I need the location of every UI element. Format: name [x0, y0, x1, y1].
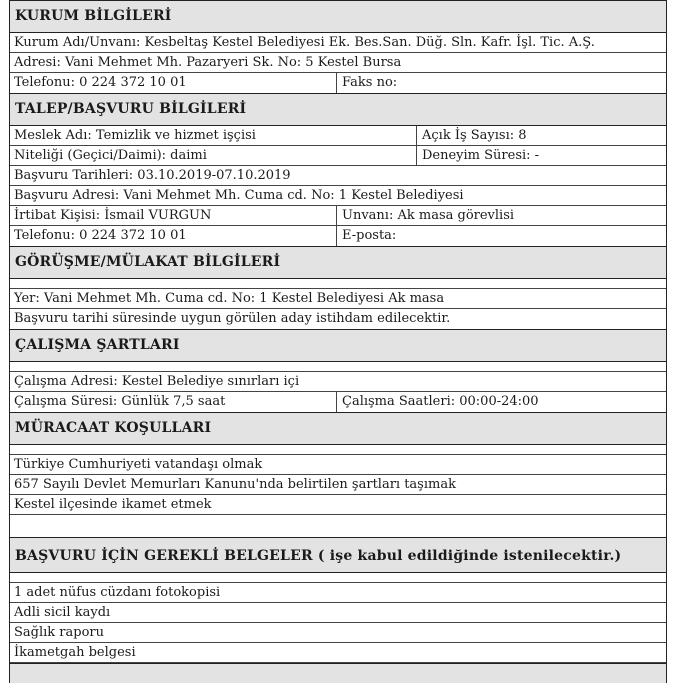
- row-gorusme-yer: [10, 289, 666, 309]
- row-irtibat: [10, 206, 666, 226]
- row-spacer: [10, 362, 666, 372]
- kurum-name: Kurum Adı/Unvanı: Kesbeltaş Kestel Belediyesi Ek. Bes.San. Düğ. Sln. Kafr. İşl. Tic. A.Ş.: [14, 35, 595, 50]
- row-calisma-adres: [10, 372, 666, 392]
- meslek-adi: Meslek Adı: Temizlik ve hizmet işçisi: [14, 128, 256, 143]
- gorusme-not: Başvuru tarihi süresinde uygun görülen aday istihdam edilecektir.: [14, 311, 451, 326]
- calisma-adresi: Çalışma Adresi: Kestel Belediye sınırları içi: [14, 374, 300, 389]
- row-empty: [10, 515, 666, 537]
- section-gorusme-title: GÖRÜŞME/MÜLAKAT BİLGİLERİ: [10, 246, 666, 279]
- list-item: [10, 643, 666, 663]
- row-kurum-phone: [10, 73, 666, 93]
- basvuru-tarihleri: Başvuru Tarihleri: 03.10.2019-07.10.2019: [14, 168, 291, 183]
- row-talep-telefon: [10, 226, 666, 246]
- kurum-phone: Telefonu: 0 224 372 10 01: [14, 75, 187, 90]
- list-item: [10, 475, 666, 495]
- belge-item: Adli sicil kaydı: [14, 605, 111, 620]
- talep-telefon: Telefonu: 0 224 372 10 01: [14, 228, 187, 243]
- row-spacer: [10, 573, 666, 583]
- section-muracaat-title: MÜRACAAT KOŞULLARI: [10, 412, 666, 445]
- belge-item: İkametgah belgesi: [14, 645, 136, 660]
- section-belgeler-title: BAŞVURU İÇİN GEREKLİ BELGELER ( işe kabul edildiğinde istenilecektir.): [10, 537, 666, 573]
- deneyim-suresi: Deneyim Süresi: -: [416, 146, 666, 165]
- row-basvuru-adres: [10, 186, 666, 206]
- kurum-fax: Faks no:: [336, 73, 666, 93]
- basvuru-adresi: Başvuru Adresi: Vani Mehmet Mh. Cuma cd. No: 1 Kestel Belediyesi: [14, 188, 464, 203]
- row-spacer: [10, 445, 666, 455]
- muracaat-item: Kestel ilçesinde ikamet etmek: [14, 497, 212, 512]
- list-item: [10, 495, 666, 515]
- row-calisma-sure: [10, 392, 666, 412]
- list-item: [10, 603, 666, 623]
- irtibat-unvani: Unvanı: Ak masa görevlisi: [336, 206, 666, 225]
- row-basvuru-tarih: [10, 166, 666, 186]
- muracaat-item: Türkiye Cumhuriyeti vatandaşı olmak: [14, 457, 263, 472]
- calisma-suresi: Çalışma Süresi: Günlük 7,5 saat: [14, 394, 226, 409]
- nitelik: Niteliği (Geçici/Daimi): daimi: [14, 148, 207, 163]
- row-spacer: [10, 279, 666, 289]
- list-item: [10, 583, 666, 603]
- row-kurum-address: [10, 53, 666, 73]
- kurum-address: Adresi: Vani Mehmet Mh. Pazaryeri Sk. No: 5 Kestel Bursa: [14, 55, 402, 70]
- muracaat-item: 657 Sayılı Devlet Memurları Kanunu'nda belirtilen şartları taşımak: [14, 477, 456, 492]
- list-item: [10, 623, 666, 643]
- section-kurum-title: KURUM BİLGİLERİ: [10, 0, 666, 33]
- list-item: [10, 455, 666, 475]
- form-sheet: [9, 0, 667, 683]
- row-nitelik: [10, 146, 666, 166]
- section-talep-title: TALEP/BAŞVURU BİLGİLERİ: [10, 93, 666, 126]
- irtibat-kisisi: İrtibat Kişisi: İsmail VURGUN: [14, 208, 212, 223]
- belge-item: Sağlık raporu: [14, 625, 105, 640]
- gorusme-yer: Yer: Vani Mehmet Mh. Cuma cd. No: 1 Kestel Belediyesi Ak masa: [14, 291, 445, 306]
- row-gorusme-not: [10, 309, 666, 329]
- section-calisma-title: ÇALIŞMA ŞARTLARI: [10, 329, 666, 362]
- row-meslek: [10, 126, 666, 146]
- next-section-cut: [10, 663, 666, 683]
- row-kurum-name: [10, 33, 666, 53]
- acik-is-sayisi: Açık İş Sayısı: 8: [416, 126, 666, 145]
- calisma-saatleri: Çalışma Saatleri: 00:00-24:00: [336, 392, 666, 412]
- belge-item: 1 adet nüfus cüzdanı fotokopisi: [14, 585, 221, 600]
- talep-eposta: E-posta:: [336, 226, 666, 246]
